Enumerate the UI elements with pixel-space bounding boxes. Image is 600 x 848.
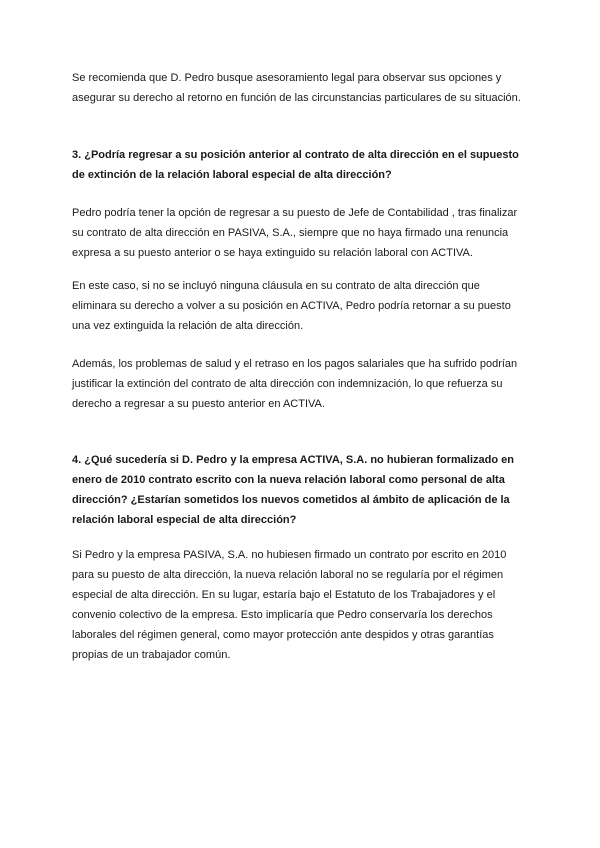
- question-4-paragraph-1: [72, 545, 532, 665]
- heading-line: dirección? ¿Estarían sometidos los nuevos cometidos al ámbito de aplicación de la: [72, 494, 510, 506]
- text-line: asegurar su derecho al retorno en función de las circunstancias particulares de su situación.: [72, 92, 521, 104]
- question-3-heading: [72, 145, 532, 185]
- question-3-paragraph-1: [72, 203, 532, 263]
- text-line: una vez extinguida la relación de alta dirección.: [72, 320, 304, 332]
- text-line: Si Pedro y la empresa PASIVA, S.A. no hubiesen firmado un contrato por escrito en 2010: [72, 549, 507, 561]
- text-line: eliminara su derecho a volver a su posición en ACTIVA, Pedro podría retornar a su puesto: [72, 300, 511, 312]
- heading-line: 3. ¿Podría regresar a su posición anterior al contrato de alta dirección en el supuesto: [72, 149, 519, 161]
- heading-line: enero de 2010 contrato escrito con la nueva relación laboral como personal de alta: [72, 474, 505, 486]
- question-3-paragraph-3: [72, 354, 532, 414]
- paragraph-intro: [72, 68, 532, 108]
- text-line: laborales del régimen general, como mayor protección ante despidos y otras garantías: [72, 629, 494, 641]
- text-line: convenio colectivo de la empresa. Esto implicaría que Pedro conservaría los derechos: [72, 609, 493, 621]
- text-line: Pedro podría tener la opción de regresar a su puesto de Jefe de Contabilidad , tras finalizar: [72, 207, 518, 219]
- text-line: para su puesto de alta dirección, la nueva relación laboral no se regularía por el régimen: [72, 569, 504, 581]
- heading-line: 4. ¿Qué sucedería si D. Pedro y la empresa ACTIVA, S.A. no hubieran formalizado en: [72, 454, 514, 466]
- text-line: Además, los problemas de salud y el retraso en los pagos salariales que ha sufrido podrían: [72, 358, 518, 370]
- text-line: Se recomienda que D. Pedro busque asesoramiento legal para observar sus opciones y: [72, 72, 502, 84]
- heading-line: de extinción de la relación laboral especial de alta dirección?: [72, 169, 392, 181]
- text-line: justificar la extinción del contrato de alta dirección con indemnización, lo que refuerza su: [72, 378, 503, 390]
- question-3-paragraph-2: [72, 276, 532, 336]
- text-line: expresa a su puesto anterior o se haya extinguido su relación laboral con ACTIVA.: [72, 247, 473, 259]
- text-line: especial de alta dirección. En su lugar, estaría bajo el Estatuto de los Trabajadores y el: [72, 589, 496, 601]
- text-line: propias de un trabajador común.: [72, 649, 231, 661]
- text-line: su contrato de alta dirección en PASIVA, S.A., siempre que no haya firmado una renuncia: [72, 227, 509, 239]
- question-4-heading: [72, 450, 532, 530]
- text-line: En este caso, si no se incluyó ninguna cláusula en su contrato de alta dirección que: [72, 280, 480, 292]
- text-line: derecho a regresar a su puesto anterior en ACTIVA.: [72, 398, 325, 410]
- heading-line: relación laboral especial de alta dirección?: [72, 514, 297, 526]
